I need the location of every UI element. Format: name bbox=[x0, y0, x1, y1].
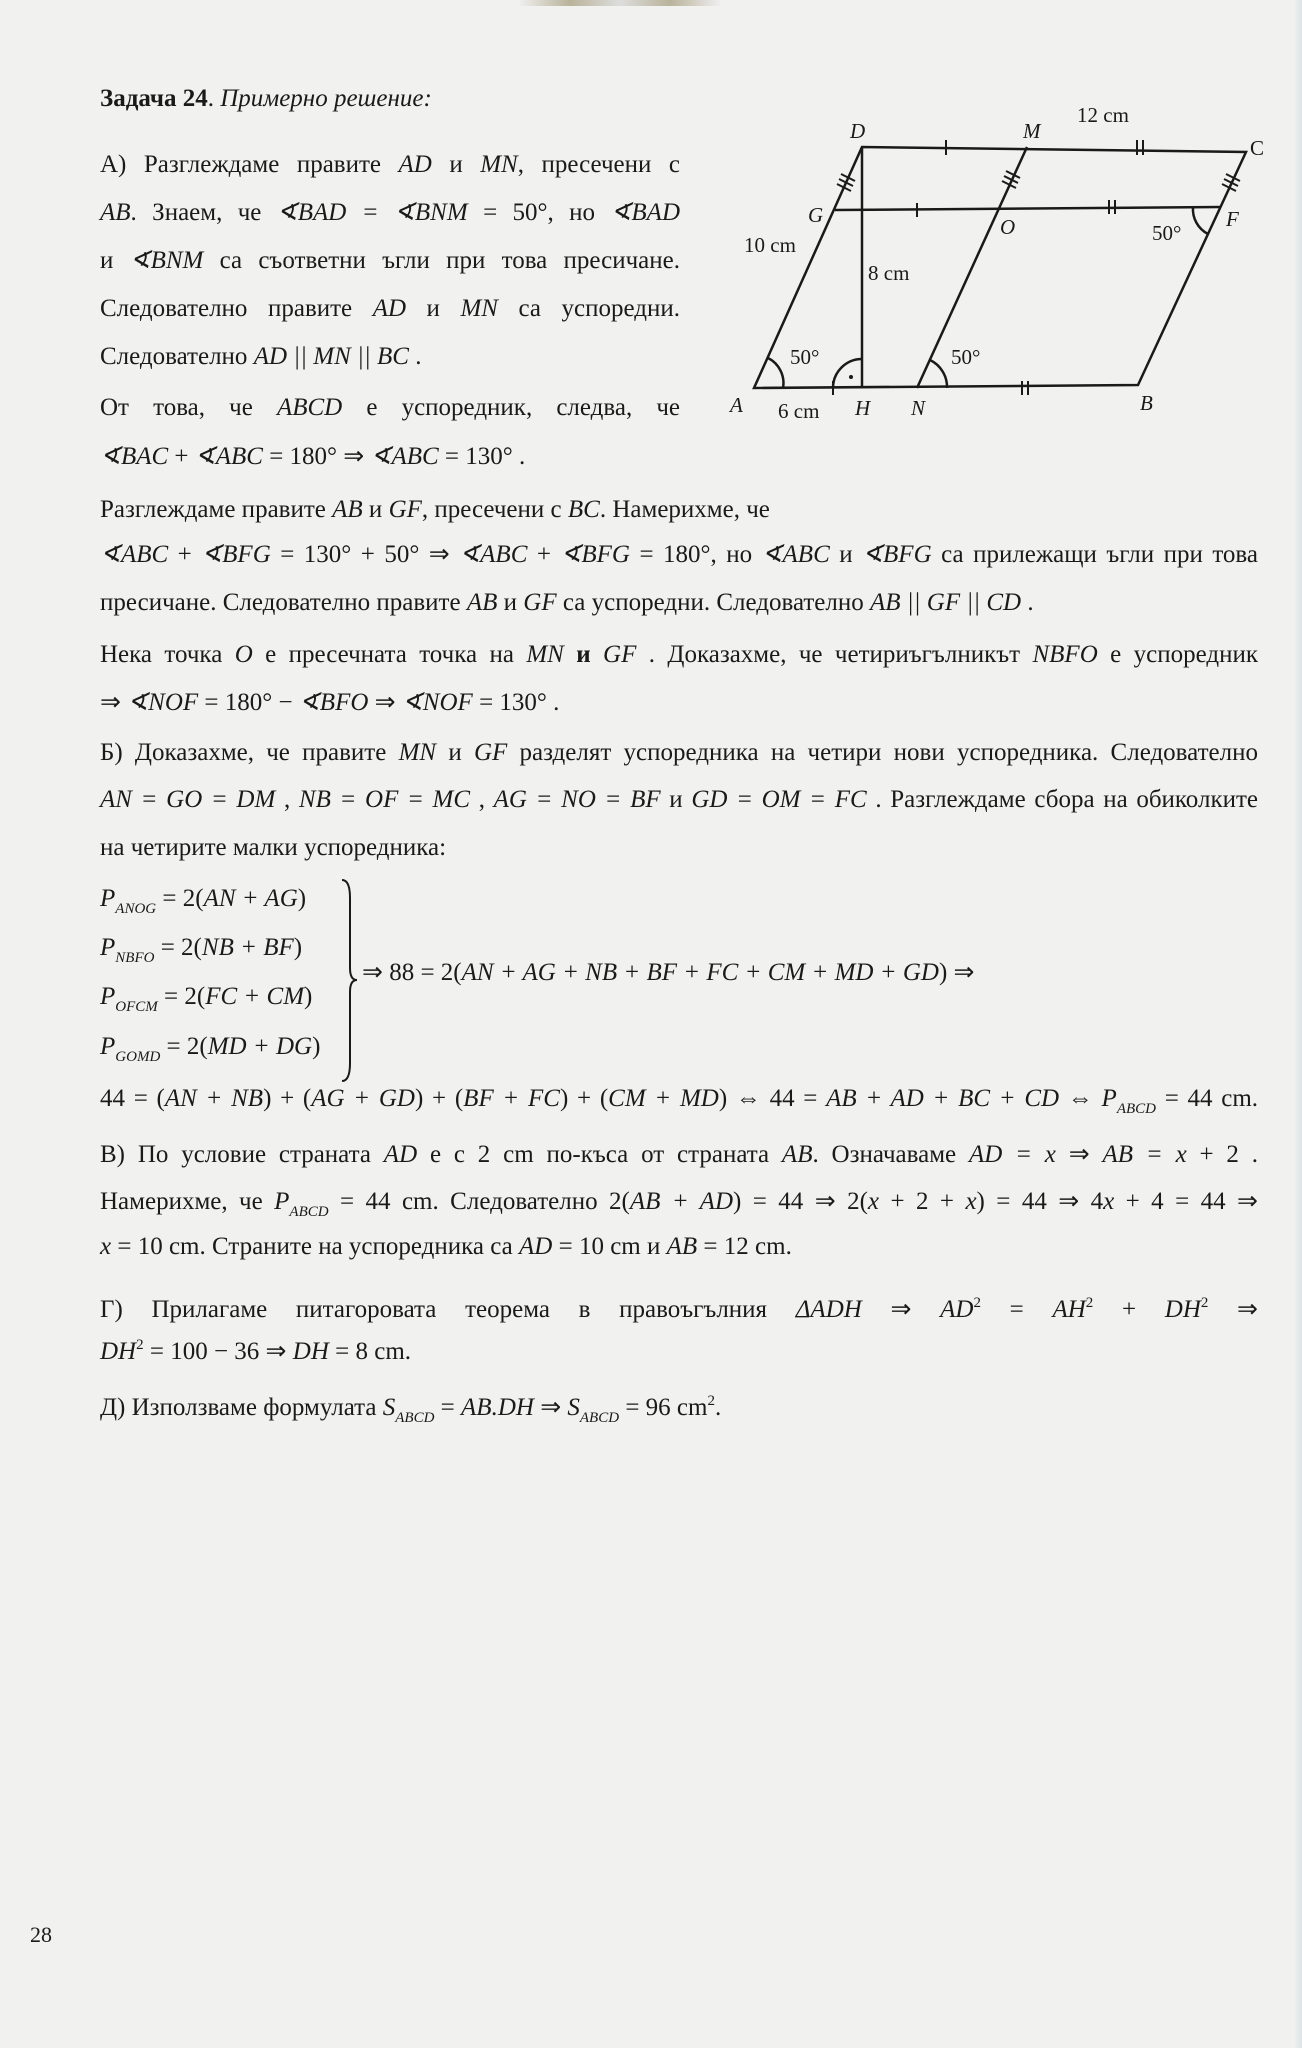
label-n: N bbox=[911, 396, 926, 420]
math-expression: x bbox=[1103, 1188, 1115, 1215]
math-expression: O bbox=[234, 641, 253, 668]
text-segment: = 2( bbox=[157, 983, 206, 1010]
math-expression: MD + DG bbox=[207, 1033, 313, 1060]
text-segment: Следователно правите bbox=[100, 295, 373, 322]
text-segment: . Означаваме bbox=[812, 1141, 969, 1168]
text-segment: Д) Използваме формулата bbox=[100, 1394, 383, 1421]
text-segment: , пресечени с bbox=[517, 151, 680, 178]
text-line bbox=[100, 1288, 1258, 1325]
text-line bbox=[100, 1386, 721, 1433]
text-segment: = 10 cm. Страните на успоредника са bbox=[111, 1233, 520, 1260]
text-line bbox=[100, 1232, 792, 1262]
text-segment: 2 bbox=[1200, 1295, 1209, 1311]
text-segment: са съответни ъгли при това пресичане. bbox=[203, 247, 680, 274]
math-expression: AG = NO = BF bbox=[493, 786, 661, 813]
text-segment: ) bbox=[293, 934, 303, 961]
angle-f-arc bbox=[1193, 207, 1208, 234]
math-expression: AB.DH bbox=[461, 1394, 534, 1421]
math-expression: MN bbox=[460, 295, 498, 322]
math-expression: ∢NOF bbox=[401, 689, 473, 716]
label-c: C bbox=[1250, 136, 1265, 160]
text-segment: . Разглеждаме сбора на обиколките bbox=[866, 786, 1259, 813]
text-line bbox=[100, 393, 680, 423]
text-segment: е с 2 cm по-къса от страната bbox=[417, 1141, 782, 1168]
length-height: 8 cm bbox=[868, 261, 910, 285]
math-expression: AB = x bbox=[1102, 1141, 1187, 1168]
label-h: H bbox=[855, 396, 871, 420]
text-line bbox=[100, 884, 306, 924]
text-segment: е успоредник bbox=[1097, 641, 1259, 668]
text-segment: ⇒ bbox=[1055, 1141, 1103, 1168]
text-segment: 44 = ( bbox=[100, 1085, 165, 1112]
text-segment: и bbox=[563, 641, 604, 668]
text-line bbox=[100, 588, 1034, 618]
text-segment: разделят успоредника на четири нови успоредника. Следователно bbox=[507, 739, 1258, 766]
text-line bbox=[100, 246, 680, 276]
text-segment: = bbox=[434, 1394, 462, 1421]
text-segment: . Знаем, че bbox=[130, 199, 277, 226]
text-segment: + bbox=[168, 443, 195, 470]
math-expression: ΔADH bbox=[795, 1296, 862, 1323]
label-m: M bbox=[1023, 119, 1041, 143]
text-segment: са успоредни. Следователно bbox=[556, 589, 871, 616]
math-expression: BC bbox=[567, 496, 600, 523]
math-expression: S bbox=[567, 1394, 580, 1421]
text-segment: = 2( bbox=[154, 934, 202, 961]
text-line bbox=[100, 84, 432, 114]
text-segment: ) bbox=[304, 983, 313, 1010]
text-segment: ) + ( bbox=[263, 1085, 312, 1112]
text-segment: = 8 cm. bbox=[328, 1338, 412, 1365]
math-expression: AB bbox=[466, 589, 498, 616]
text-line bbox=[100, 1187, 1258, 1227]
text-segment: е успоредник, следва, че bbox=[342, 394, 680, 421]
text-segment: е пресечната точка на bbox=[252, 641, 527, 668]
text-segment: В) По условие страната bbox=[100, 1141, 384, 1168]
text-segment: и bbox=[431, 151, 481, 178]
text-segment: От това, че bbox=[100, 394, 277, 421]
math-expression: ∢ABC bbox=[761, 541, 830, 568]
length-top: 12 cm bbox=[1077, 103, 1129, 127]
text-segment: + 4 = 44 ⇒ bbox=[1114, 1188, 1259, 1215]
math-expression: ∢ABC bbox=[100, 541, 169, 568]
text-segment: + bbox=[527, 541, 561, 568]
right-brace bbox=[340, 878, 358, 1083]
text-segment: = 130° . bbox=[438, 443, 526, 470]
text-segment: ABCD bbox=[579, 1410, 620, 1426]
math-expression: P bbox=[100, 934, 116, 961]
math-expression: ∢BFG bbox=[862, 541, 932, 568]
text-segment: ANOG bbox=[115, 901, 157, 917]
text-segment: + bbox=[168, 541, 202, 568]
text-line bbox=[100, 688, 559, 718]
angle-f-label: 50° bbox=[1152, 221, 1182, 245]
text-segment: + 2 . bbox=[1186, 1141, 1259, 1168]
angle-n-label: 50° bbox=[951, 345, 981, 369]
text-line bbox=[100, 294, 680, 324]
math-expression: AD || MN || BC bbox=[253, 343, 409, 370]
math-expression: GF bbox=[473, 739, 508, 766]
text-segment: = 96 cm bbox=[619, 1394, 708, 1421]
math-expression: NB + BF bbox=[201, 934, 294, 961]
text-segment: 2 bbox=[136, 1337, 144, 1353]
text-line bbox=[100, 982, 312, 1022]
text-segment: Б) Доказахме, че правите bbox=[100, 739, 399, 766]
math-expression: AD bbox=[940, 1296, 974, 1323]
text-segment: и bbox=[362, 496, 389, 523]
math-expression: DH bbox=[100, 1338, 137, 1365]
math-expression: AN + NB bbox=[164, 1085, 264, 1112]
angle-a-arc bbox=[768, 358, 783, 388]
label-d: D bbox=[850, 119, 866, 143]
text-segment: , bbox=[275, 786, 299, 813]
text-segment: = 180° ⇒ bbox=[262, 443, 371, 470]
math-expression: ∢ABC bbox=[370, 443, 439, 470]
text-segment: = 44 cm. bbox=[1156, 1085, 1259, 1112]
text-segment: , пресечени с bbox=[421, 496, 568, 523]
math-expression: P bbox=[100, 1033, 116, 1060]
text-segment: Г) Прилагаме питагоровата теорема в правоъгълния bbox=[100, 1296, 796, 1323]
math-expression: ∢BFG bbox=[560, 541, 630, 568]
text-segment: са прилежащи ъгли при това bbox=[931, 541, 1258, 568]
text-line bbox=[100, 495, 770, 525]
math-expression: ∢BFG bbox=[201, 541, 271, 568]
label-a: A bbox=[730, 393, 743, 417]
text-segment: ) ⇔ 44 = bbox=[718, 1085, 827, 1112]
text-segment: ⇒ bbox=[100, 689, 128, 716]
math-expression: ∢BAD bbox=[610, 199, 680, 226]
text-segment: ) bbox=[312, 1033, 321, 1060]
text-line bbox=[100, 933, 302, 973]
text-segment: ) + ( bbox=[559, 1085, 609, 1112]
math-expression: P bbox=[1101, 1085, 1117, 1112]
text-segment: ⇒ bbox=[1208, 1296, 1259, 1323]
math-expression: AB bbox=[332, 496, 363, 523]
text-segment: ⇒ bbox=[861, 1296, 941, 1323]
text-segment: и bbox=[406, 295, 461, 322]
text-segment: Намерихме, че bbox=[100, 1188, 275, 1215]
angle-n-arc bbox=[930, 360, 947, 388]
text-line bbox=[100, 150, 680, 180]
text-segment: ) = 44 ⇒ 4 bbox=[976, 1188, 1104, 1215]
text-segment: и bbox=[100, 247, 130, 274]
math-expression: AB + AD bbox=[629, 1188, 734, 1215]
text-segment: + bbox=[1093, 1296, 1165, 1323]
math-expression: AD bbox=[519, 1233, 553, 1260]
math-expression: AB bbox=[781, 1141, 813, 1168]
text-segment: ⇔ bbox=[1059, 1085, 1102, 1112]
math-expression: AG + GD bbox=[311, 1085, 415, 1112]
math-expression: x bbox=[965, 1188, 977, 1215]
math-expression: AH bbox=[1052, 1296, 1086, 1323]
text-segment: на четирите малки успоредника: bbox=[100, 834, 447, 861]
parallelogram-diagram bbox=[700, 90, 1300, 440]
text-segment: = 2( bbox=[156, 885, 204, 912]
math-expression: AB || GF || CD bbox=[870, 589, 1022, 616]
math-expression: GD = OM = FC bbox=[691, 786, 867, 813]
text-segment: и bbox=[660, 786, 692, 813]
math-expression: ∢ABC bbox=[459, 541, 528, 568]
text-line bbox=[100, 1084, 1258, 1124]
text-segment: = 10 cm и bbox=[552, 1233, 667, 1260]
math-expression: GF bbox=[388, 496, 422, 523]
text-segment: Задача 24 bbox=[100, 85, 208, 112]
text-segment: Разглеждаме правите bbox=[100, 496, 333, 523]
math-expression: P bbox=[100, 983, 116, 1010]
math-expression: MN bbox=[480, 151, 518, 178]
text-segment: ⇒ bbox=[533, 1394, 568, 1421]
text-segment: ) bbox=[297, 885, 307, 912]
text-segment: Нека точка bbox=[100, 641, 235, 668]
math-expression: AB bbox=[100, 199, 131, 226]
text-segment: . bbox=[408, 343, 422, 370]
math-expression: MN bbox=[526, 641, 564, 668]
text-segment: ABCD bbox=[289, 1204, 329, 1220]
text-segment: . bbox=[207, 85, 221, 112]
math-expression: x bbox=[100, 1233, 112, 1260]
label-g: G bbox=[808, 203, 824, 227]
length-left: 10 cm bbox=[744, 233, 796, 257]
math-expression: ∢BNM bbox=[129, 247, 204, 274]
math-expression: ∢BFO bbox=[298, 689, 369, 716]
text-segment: = 180°, но bbox=[629, 541, 762, 568]
text-segment: 2 bbox=[973, 1295, 981, 1311]
text-segment: ⇒ bbox=[368, 689, 402, 716]
label-o: O bbox=[1000, 215, 1016, 239]
text-segment: А) Разглеждаме правите bbox=[100, 151, 399, 178]
text-segment: = 130° + 50° ⇒ bbox=[270, 541, 460, 568]
page-number: 28 bbox=[30, 1922, 52, 1947]
text-line bbox=[100, 833, 446, 863]
text-line bbox=[100, 1140, 1258, 1170]
text-segment: = 44 cm. Следователно 2( bbox=[328, 1188, 630, 1215]
text-segment: = 12 cm. bbox=[697, 1233, 792, 1260]
text-segment: . bbox=[1021, 589, 1034, 616]
math-expression: P bbox=[274, 1188, 290, 1215]
length-ah: 6 cm bbox=[778, 399, 820, 423]
text-segment: ⇒ 88 = 2( bbox=[362, 959, 462, 986]
text-segment: GOMD bbox=[115, 1049, 161, 1065]
scan-edge-shadow bbox=[520, 0, 720, 6]
text-line bbox=[100, 785, 1258, 815]
math-expression: AD bbox=[372, 295, 407, 322]
text-line bbox=[100, 1032, 320, 1072]
math-expression: DH bbox=[1164, 1296, 1201, 1323]
math-expression: AN + AG + NB + BF + FC + CM + MD + GD bbox=[461, 959, 939, 986]
angle-a-label: 50° bbox=[790, 345, 820, 369]
math-expression: GF bbox=[523, 589, 557, 616]
text-line bbox=[100, 640, 1258, 670]
math-expression: AB bbox=[666, 1233, 698, 1260]
math-expression: S bbox=[382, 1394, 396, 1421]
text-segment: 2 bbox=[707, 1393, 715, 1409]
text-line bbox=[100, 738, 1258, 768]
text-line bbox=[100, 540, 1258, 570]
math-expression: Примерно решение: bbox=[220, 85, 432, 112]
math-expression: ∢BAC bbox=[100, 443, 169, 470]
text-segment: . Доказахме, че четириъгълникът bbox=[636, 641, 1033, 668]
parallelogram-abcd bbox=[754, 147, 1246, 388]
text-segment: = 180° − bbox=[198, 689, 299, 716]
text-segment: . Намерихме, че bbox=[599, 496, 770, 523]
text-segment: = 50°, но bbox=[467, 199, 611, 226]
math-expression: NB = OF = MC bbox=[298, 786, 471, 813]
math-expression: AD = x bbox=[968, 1141, 1056, 1168]
text-segment: = 2( bbox=[160, 1033, 208, 1060]
text-line bbox=[100, 342, 421, 372]
math-expression: NBFO bbox=[1032, 641, 1098, 668]
segment-gf bbox=[835, 207, 1221, 210]
math-expression: AD bbox=[383, 1141, 418, 1168]
text-line bbox=[100, 442, 525, 472]
right-angle-dot bbox=[849, 375, 853, 379]
text-segment: ) + ( bbox=[414, 1085, 464, 1112]
math-expression: AN = GO = DM bbox=[100, 786, 276, 813]
text-segment: 2 bbox=[1085, 1295, 1094, 1311]
text-segment: пресичане. Следователно правите bbox=[100, 589, 467, 616]
text-segment: са успоредни. bbox=[497, 295, 680, 322]
math-expression: AD bbox=[398, 151, 432, 178]
text-segment: OFCM bbox=[115, 999, 158, 1015]
text-line bbox=[100, 198, 680, 228]
math-expression: FC + CM bbox=[205, 983, 305, 1010]
math-expression: ∢BAD = ∢BNM bbox=[276, 199, 468, 226]
text-segment: и bbox=[436, 739, 474, 766]
text-segment: Следователно bbox=[100, 343, 254, 370]
label-b: B bbox=[1140, 391, 1153, 415]
math-expression: CM + MD bbox=[608, 1085, 719, 1112]
right-angle-h-arc bbox=[833, 359, 862, 388]
math-expression: ∢ABC bbox=[194, 443, 263, 470]
text-segment: NBFO bbox=[115, 950, 155, 966]
text-segment: ABCD bbox=[395, 1410, 435, 1426]
text-segment: = 100 − 36 ⇒ bbox=[143, 1338, 293, 1365]
math-expression: GF bbox=[603, 641, 637, 668]
text-segment: . bbox=[714, 1394, 722, 1421]
math-expression: AB + AD + BC + CD bbox=[826, 1085, 1060, 1112]
text-segment: и bbox=[497, 589, 524, 616]
text-segment: ) ⇒ bbox=[938, 959, 975, 986]
math-expression: P bbox=[100, 885, 116, 912]
text-segment: + 2 + bbox=[879, 1188, 966, 1215]
math-expression: x bbox=[867, 1188, 880, 1215]
text-segment: = 130° . bbox=[472, 689, 560, 716]
math-expression: ∢NOF bbox=[127, 689, 199, 716]
text-segment: и bbox=[829, 541, 863, 568]
text-segment: ABCD bbox=[1116, 1101, 1156, 1117]
math-expression: AN + AG bbox=[203, 885, 298, 912]
text-segment: = bbox=[980, 1296, 1053, 1323]
text-segment: ) = 44 ⇒ 2( bbox=[733, 1188, 868, 1215]
text-segment: , bbox=[470, 786, 494, 813]
text-line bbox=[100, 1330, 411, 1367]
math-expression: MN bbox=[398, 739, 437, 766]
math-expression: BF + FC bbox=[463, 1085, 560, 1112]
math-expression: ABCD bbox=[276, 394, 343, 421]
label-f: F bbox=[1226, 207, 1239, 231]
text-line bbox=[362, 958, 975, 988]
math-expression: DH bbox=[292, 1338, 329, 1365]
